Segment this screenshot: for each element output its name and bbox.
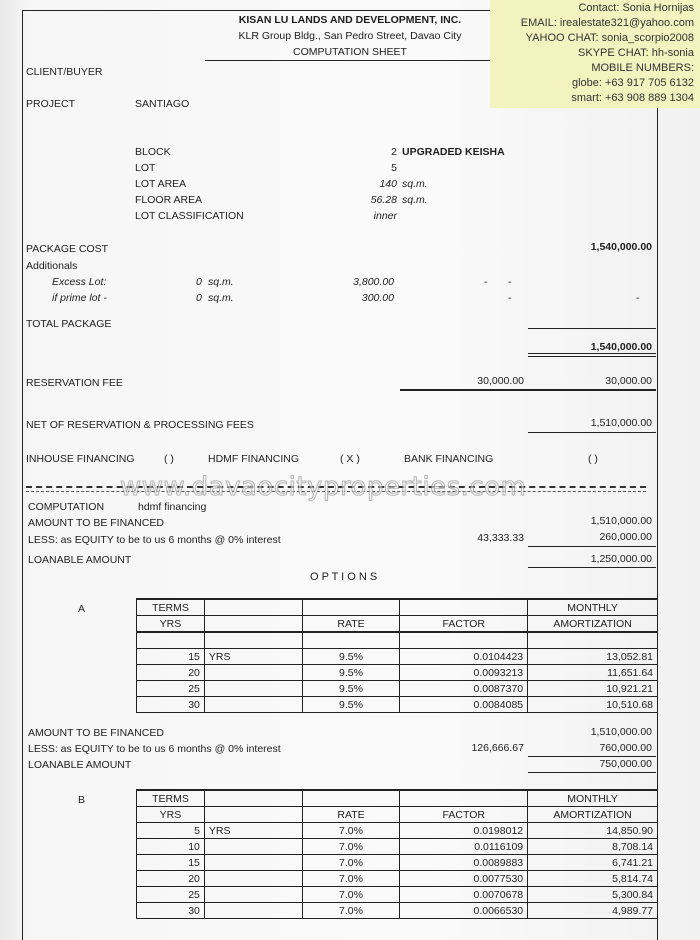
frame-left [22,10,23,940]
net-rule [528,432,656,433]
option-a-table [136,598,658,713]
table-row [137,823,658,839]
additionals-label: Additionals [26,260,78,272]
term-unit: YRS [204,823,302,839]
computation-label: COMPUTATION [28,501,105,513]
term-years: 15 [137,855,205,871]
block-label: BLOCK [135,146,171,158]
factor-cell: 0.0070678 [400,887,528,903]
table-row [137,887,658,903]
company-address: KLR Group Bldg., San Pedro Street, Davao City [238,30,462,42]
term-years: 30 [137,903,205,919]
equity-label: LESS: as EQUITY to be to us 6 months @ 0% interest [28,534,281,546]
package-cost-label: PACKAGE COST [26,243,109,255]
rate-cell: 7.0% [302,871,400,887]
reservation-label: RESERVATION FEE [26,377,123,389]
table-row [137,681,658,697]
yrs-header: YRS [137,807,205,823]
client-label: CLIENT/BUYER [26,66,103,78]
floor-area-unit: sq.m. [402,194,428,206]
total-rule [528,328,656,329]
amortization-cell: 14,850.90 [528,823,658,839]
equity-value-b: 760,000.00 [599,742,652,754]
term-unit [204,871,302,887]
factor-header: FACTOR [400,807,528,823]
equity-label-b: LESS: as EQUITY to be to us 6 months @ 0% interest [28,743,281,755]
inhouse-financing-mark[interactable]: ( ) [164,453,174,465]
table-row [137,855,658,871]
equity-value: 260,000.00 [599,531,652,543]
hdmf-financing-mark[interactable]: ( X ) [340,453,360,465]
header-blank [302,599,400,616]
net-value: 1,510,000.00 [590,417,652,429]
total-package-label: TOTAL PACKAGE [26,318,112,330]
option-b-letter: B [78,794,86,806]
sheet-title: COMPUTATION SHEET [293,46,407,58]
term-unit [204,887,302,903]
model-name: UPGRADED KEISHA [402,146,505,158]
loanable-value: 1,250,000.00 [590,553,652,565]
option-b-head-row-1 [137,790,658,807]
reservation-value-2: 30,000.00 [605,375,652,387]
lot-area-unit: sq.m. [402,178,428,190]
options-title: O P T I O N S [310,571,378,583]
amortization-header: AMORTIZATION [528,807,658,823]
rate-cell: 7.0% [302,839,400,855]
excess-lot-unit: sq.m. [208,276,234,288]
lot-area-value: 140 [379,178,397,190]
table-row [137,697,658,713]
term-unit [204,665,302,681]
rate-header: RATE [302,807,400,823]
term-unit [204,839,302,855]
excess-lot-label: Excess Lot: [52,276,107,288]
contact-skype: SKYPE CHAT: hh-sonia [578,47,694,59]
block-value: 2 [391,146,397,158]
amortization-cell: 6,741.21 [528,855,658,871]
rate-cell: 9.5% [302,649,400,665]
factor-cell: 0.0077530 [400,871,528,887]
spacer-row [137,632,658,649]
equity-monthly: 43,333.33 [477,532,524,544]
option-a-head-row-1 [137,599,658,616]
factor-cell: 0.0084085 [400,697,528,713]
term-unit [204,855,302,871]
loanable-label-b: LOANABLE AMOUNT [28,759,132,771]
amount-financed-value-b: 1,510,000.00 [590,726,652,738]
lot-value: 5 [391,162,397,174]
table-row [137,871,658,887]
table-row [137,665,658,681]
option-a-head-row-2 [137,616,658,633]
rate-cell: 9.5% [302,697,400,713]
prime-lot-qty: 0 [196,292,202,304]
amortization-cell: 5,814.74 [528,871,658,887]
loanable-label: LOANABLE AMOUNT [28,554,132,566]
rate-cell: 7.0% [302,855,400,871]
equity-rule-b [528,756,656,757]
header-blank [400,599,528,616]
equity-monthly-b: 126,666.67 [471,742,524,754]
prime-lot-unit: sq.m. [208,292,234,304]
computation-value: hdmf financing [138,501,207,513]
table-row [137,839,658,855]
option-b-head-row-2 [137,807,658,823]
amortization-cell: 8,708.14 [528,839,658,855]
contact-mobile-label: MOBILE NUMBERS: [591,62,694,74]
rate-cell: 7.0% [302,903,400,919]
inhouse-financing-label: INHOUSE FINANCING [26,453,135,465]
hdmf-financing-label: HDMF FINANCING [208,453,299,465]
header-blank [204,616,302,633]
package-cost-value: 1,540,000.00 [590,241,652,253]
factor-cell: 0.0104423 [400,649,528,665]
reservation-value-1: 30,000.00 [477,375,524,387]
header-blank [204,599,302,616]
watermark: www.davaocityproperties.com [120,472,527,502]
amortization-cell: 11,651.64 [528,665,658,681]
terms-header: TERMS [137,790,205,807]
prime-lot-label: if prime lot - [52,292,107,304]
option-a-letter: A [78,603,86,615]
header-blank [204,790,302,807]
factor-cell: 0.0089883 [400,855,528,871]
bank-financing-mark[interactable]: ( ) [588,453,598,465]
loanable-rule [528,567,656,568]
rate-cell: 7.0% [302,823,400,839]
factor-header: FACTOR [400,616,528,633]
contact-globe: globe: +63 917 705 6132 [571,77,694,89]
amortization-cell: 5,300.84 [528,887,658,903]
reservation-rule [400,389,656,391]
header-blank [400,790,528,807]
header-blank [204,807,302,823]
amount-financed-label: AMOUNT TO BE FINANCED [28,517,164,529]
yrs-header: YRS [137,616,205,633]
contact-smart: smart: +63 908 889 1304 [571,92,694,104]
total-package-value: 1,540,000.00 [590,341,652,353]
amortization-cell: 10,921.21 [528,681,658,697]
factor-cell: 0.0198012 [400,823,528,839]
monthly-header: MONTHLY [528,790,658,807]
excess-lot-dash-1: - [484,276,488,288]
lot-class-label: LOT CLASSIFICATION [135,210,244,222]
floor-area-label: FLOOR AREA [135,194,203,206]
contact-email: EMAIL: irealestate321@yahoo.com [520,17,694,29]
factor-cell: 0.0066530 [400,903,528,919]
lot-area-label: LOT AREA [135,178,187,190]
company-name: KISAN LU LANDS AND DEVELOPMENT, INC. [238,14,462,26]
contact-name: Contact: Sonia Hornijas [578,2,694,14]
monthly-header: MONTHLY [528,599,658,616]
excess-lot-dash-2: - [508,276,512,288]
terms-header: TERMS [137,599,205,616]
term-unit [204,903,302,919]
term-years: 25 [137,887,205,903]
term-years: 20 [137,665,205,681]
term-years: 25 [137,681,205,697]
excess-lot-qty: 0 [196,276,202,288]
lot-class-value: inner [373,210,397,222]
contact-yahoo: YAHOO CHAT: sonia_scorpio2008 [525,32,694,44]
project-label: PROJECT [26,98,76,110]
title-underline [205,60,525,61]
prime-lot-dash-2: - [636,292,640,304]
rate-cell: 9.5% [302,681,400,697]
total-double-rule-2 [528,356,656,357]
lot-label: LOT [135,162,156,174]
project-value: SANTIAGO [135,98,190,110]
rate-cell: 7.0% [302,887,400,903]
amortization-cell: 4,989.77 [528,903,658,919]
factor-cell: 0.0087370 [400,681,528,697]
amortization-cell: 10,510.68 [528,697,658,713]
amortization-header: AMORTIZATION [528,616,658,633]
equity-rule [528,546,656,547]
table-row [137,649,658,665]
term-years: 10 [137,839,205,855]
prime-lot-rate: 300.00 [361,292,394,304]
header-blank [302,790,400,807]
loanable-rule-b [528,772,656,773]
term-years: 20 [137,871,205,887]
rate-cell: 9.5% [302,665,400,681]
floor-area-value: 56.28 [370,194,397,206]
contact-box [490,0,700,108]
loanable-value-b: 750,000.00 [599,758,652,770]
term-years: 15 [137,649,205,665]
net-label: NET OF RESERVATION & PROCESSING FEES [26,419,254,431]
prime-lot-dash-1: - [508,292,512,304]
bank-financing-label: BANK FINANCING [404,453,494,465]
amount-financed-value: 1,510,000.00 [590,515,652,527]
factor-cell: 0.0093213 [400,665,528,681]
excess-lot-rate: 3,800.00 [353,276,394,288]
amount-financed-label-b: AMOUNT TO BE FINANCED [28,727,164,739]
table-row [137,903,658,919]
option-b-table [136,789,658,919]
rate-header: RATE [302,616,400,633]
amortization-cell: 13,052.81 [528,649,658,665]
term-unit [204,681,302,697]
term-unit [204,697,302,713]
term-years: 5 [137,823,205,839]
total-double-rule-1 [528,353,656,354]
factor-cell: 0.0116109 [400,839,528,855]
term-years: 30 [137,697,205,713]
term-unit: YRS [204,649,302,665]
